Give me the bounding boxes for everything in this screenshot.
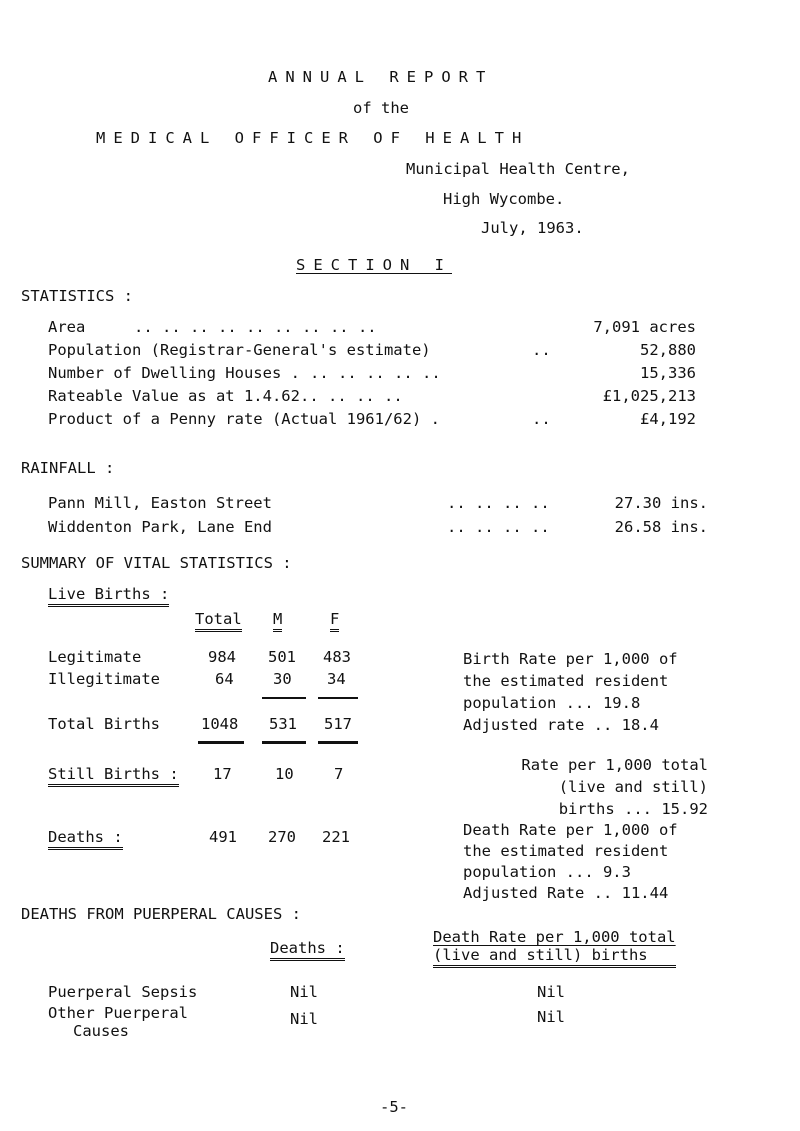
page-number: -5-: [380, 1098, 408, 1116]
total-rule: [198, 741, 244, 744]
row-label: Total Births: [48, 715, 160, 733]
cell-f: 221: [322, 828, 350, 846]
cell-f: 7: [334, 765, 344, 783]
vital-heading: SUMMARY OF VITAL STATISTICS :: [21, 554, 292, 572]
col-deaths: Deaths :: [270, 939, 345, 961]
cell-total: 491: [209, 828, 237, 846]
stat-value: £1,025,213: [602, 387, 696, 405]
rainfall-value: 26.58 ins.: [614, 518, 708, 536]
rainfall-leader: .. .. .. ..: [447, 494, 550, 512]
stat-label: Area: [48, 318, 86, 336]
cell-f: 483: [323, 648, 351, 666]
stat-leader: ..: [532, 341, 551, 359]
cell-rate: Nil: [537, 1008, 565, 1026]
statistics-heading: STATISTICS :: [21, 287, 133, 305]
total-rule: [262, 741, 306, 744]
report-title-line3: MEDICAL OFFICER OF HEALTH: [96, 129, 530, 147]
row-label: Legitimate: [48, 648, 142, 666]
stat-label: Product of a Penny rate (Actual 1961/62) .: [48, 410, 440, 428]
stat-label: Rateable Value as at 1.4.62: [48, 387, 300, 405]
rainfall-value: 27.30 ins.: [614, 494, 708, 512]
address-line2: High Wycombe.: [443, 190, 565, 208]
row-label: Deaths :: [48, 828, 123, 850]
col-f: F: [330, 610, 339, 632]
row-label: Other Puerperal: [48, 1004, 188, 1022]
stat-value: 52,880: [640, 341, 696, 359]
cell-f: 34: [327, 670, 346, 688]
live-births-label: Live Births :: [48, 585, 169, 607]
report-title-line2: of the: [353, 99, 409, 117]
col-rate: Death Rate per 1,000 total (live and still) births: [433, 928, 676, 968]
row-label-cont: Causes: [73, 1022, 129, 1040]
cell-rate: Nil: [537, 983, 565, 1001]
rainfall-leader: .. .. .. ..: [447, 518, 550, 536]
stat-label: Number of Dwelling Houses .: [48, 364, 300, 382]
cell-m: 270: [268, 828, 296, 846]
still-rate-note: Rate per 1,000 total (live and still) births ... 15.92: [521, 756, 708, 818]
cell-total: 984: [208, 648, 236, 666]
cell-m: 10: [275, 765, 294, 783]
cell-deaths: Nil: [290, 1010, 318, 1028]
puerperal-heading: DEATHS FROM PUERPERAL CAUSES :: [21, 905, 301, 923]
report-title-line1: ANNUAL REPORT: [268, 68, 494, 86]
cell-m: 501: [268, 648, 296, 666]
rainfall-label: Pann Mill, Easton Street: [48, 494, 272, 512]
cell-total: 17: [213, 765, 232, 783]
row-label: Illegitimate: [48, 670, 160, 688]
subtotal-rule: [262, 697, 306, 699]
stat-leader: ..: [532, 410, 551, 428]
stat-value: 7,091 acres: [593, 318, 696, 336]
col-m: M: [273, 610, 282, 632]
row-label: Still Births :: [48, 765, 179, 787]
stat-leader: .. .. .. .. .. .. .. .. ..: [134, 318, 377, 336]
report-date: July, 1963.: [481, 219, 584, 237]
address-line1: Municipal Health Centre,: [406, 160, 630, 178]
cell-f: 517: [324, 715, 352, 733]
stat-label: Population (Registrar-General's estimate): [48, 341, 431, 359]
stat-value: £4,192: [640, 410, 696, 428]
cell-total: 64: [215, 670, 234, 688]
rainfall-label: Widdenton Park, Lane End: [48, 518, 272, 536]
subtotal-rule: [318, 697, 358, 699]
cell-total: 1048: [201, 715, 239, 733]
cell-m: 531: [269, 715, 297, 733]
row-label: Puerperal Sepsis: [48, 983, 198, 1001]
death-rate-note: Death Rate per 1,000 of the estimated resident population ... 9.3 Adjusted Rate .. 11.44: [463, 821, 678, 902]
col-total: Total: [195, 610, 242, 632]
stat-leader: .. .. .. .. ..: [310, 364, 441, 382]
rainfall-heading: RAINFALL :: [21, 459, 115, 477]
stat-leader: .. .. .. ..: [300, 387, 403, 405]
birth-rate-note: Birth Rate per 1,000 of the estimated resident population ... 19.8 Adjusted rate .. 18.4: [463, 650, 678, 734]
cell-deaths: Nil: [290, 983, 318, 1001]
stat-value: 15,336: [640, 364, 696, 382]
section-title: SECTION I: [296, 256, 452, 274]
total-rule: [318, 741, 358, 744]
cell-m: 30: [273, 670, 292, 688]
